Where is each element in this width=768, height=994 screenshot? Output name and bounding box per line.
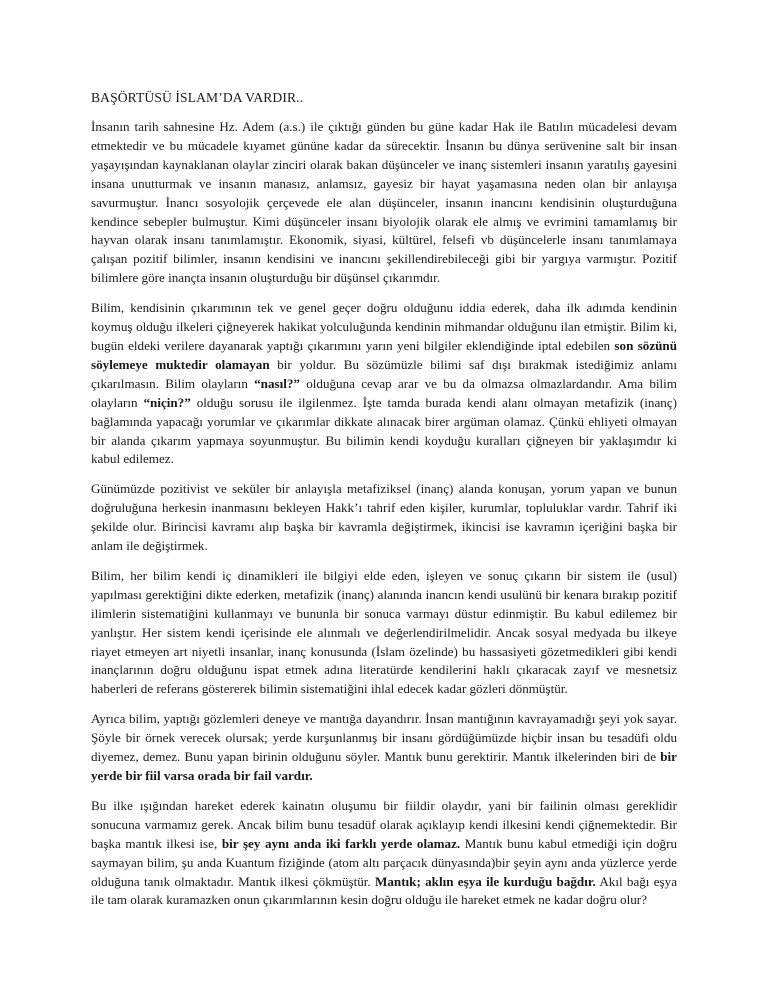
bold-text-run: “nasıl?” <box>254 375 300 391</box>
text-run: bir yoldur. Bu sözümüzle bilimi saf dışı bırakmak istediğimiz anlamı çıkarılmasın. Bilim olayların <box>91 356 677 391</box>
paragraph <box>91 710 677 786</box>
text-run: Bilim, kendisinin çıkarımının tek ve genel geçer doğru olduğunu iddia ederek, daha ilk adımda kendinin koymuş olduğu ilkeleri çiğneyerek hakikat yolculuğunda kendinin mihmandar olduğunu ilan etmiştir. Bilim ki, bugün eldeki verilere dayanarak yaptığı çıkarımını yarın yeni bilgiler eklendiğinde iptal edebilen <box>91 300 677 353</box>
document-page <box>91 88 677 921</box>
text-run: Akıl bağı eşya ile tam olarak kuramazken onun çıkarımlarının kesin doğru olduğu ile hareket etmek ne kadar doğru olur? <box>91 873 678 908</box>
paragraph <box>91 118 677 288</box>
text-run: olduğu sorusu ile ilgilenmez. İşte tamda burada kendi alanı olmayan metafizik (inanç) bağlamında yapacağı yorumlar ve çıkarımlar dikkate alınacak birer argüman olamaz. Çünkü ehliyeti olmayan bir alanda çıkarım yapmaya soyunmuştur. Bu bilimin kendi koyduğu kuralları çiğneyen bir yaklaşımdır ki kabul edilemez. <box>91 394 677 467</box>
bold-text-run: son sözünü söylemeye muktedir olamayan <box>91 337 677 372</box>
bold-text-run: bir şey aynı anda iki farklı yerde olamaz. <box>221 835 461 851</box>
paragraph <box>91 480 677 556</box>
paragraph <box>91 567 677 699</box>
text-run: olduğuna cevap arar ve bu da olmazsa olmazlardandır. Ama bilim olayların <box>91 375 677 410</box>
bold-text-run: “niçin?” <box>143 394 191 410</box>
paragraph <box>91 299 677 469</box>
text-run: Bilim, her bilim kendi iç dinamikleri ile bilgiyi elde eden, işleyen ve sonuç çıkarın bir sistem ile (usul) yapılması gerektiğini dikte ederken, metafizik (inanç) alanında inancın kendi usulünü bir kenara bırakıp pozitif ilimlerin sistematiğini kullanmayı ve bununla bir sonuca varmayı düstur edinmiştir. Bu kabul edilemez bir yanlıştır. Her sistem kendi içerisinde ele alınmalı ve değerlendirilmelidir. Ancak sosyal medyada bu ilkeye riayet etmeyen art niyetli insanlar, inanç konusunda (İslam özelinde) bu hassasiyeti gözetmedikleri gibi kendi inançlarının doğru olduğunu ispat etmek adına literatürde kendilerini haklı çıkaracak zayıf ve mesnetsiz haberleri de referans göstererek bilimin sistematiğini ihlal edecek kadar gözleri dönmüştür. <box>91 567 677 697</box>
text-run: Bu ilke ışığından hareket ederek kainatın oluşumu bir fiildir olaydır, yani bir failinin olması gereklidir sonucuna varmamız gerek. Ancak bilim bunu tesadüf olarak açıklayıp kendi ilkesini kendi çiğnemektedir. Bir başka mantık ilkesi ise, <box>91 797 677 851</box>
text-run: Günümüzde pozitivist ve seküler bir anlayışla metafiziksel (inanç) alanda konuşan, yorum yapan ve bunun doğruluğuna herkesin inanmasını bekleyen Hakk’ı tahrif eden kişiler, kurumlar, topluluklar vardır. Tahrif iki şekilde olur. Birincisi kavramı alıp başka bir kavramla değiştirmek, ikincisi ise kavramın içeriğini başka bir anlam ile değiştirmek. <box>91 481 677 554</box>
bold-text-run: bir yerde bir fiil varsa orada bir fail vardır. <box>91 749 677 783</box>
paragraph <box>91 797 677 910</box>
document-title: BAŞÖRTÜSÜ İSLAM’DA VARDIR.. <box>91 90 304 105</box>
text-run: Ayrıca bilim, yaptığı gözlemleri deneye ve mantığa dayandırır. İnsan mantığının kavrayamadığı şeyi yok sayar. Şöyle bir örnek verecek olursak; yerde kurşunlanmış bir insanı gördüğümüzde hiçbir insan bu tesadüfi oldu diyemez, demez. Bunu yapan birinin olduğunu söyler. Mantık bunu gerektirir. Mantık ilkelerinden biri de <box>91 711 677 765</box>
bold-text-run: Mantık; aklın eşya ile kurduğu bağdır. <box>375 873 596 889</box>
text-run: Mantık bunu kabul etmediği için doğru saymayan bilim, şu anda Kuantum fiziğinde (atom altı parçacık dünyasında)bir şeyin aynı anda yüzlerce yerde olduğuna tanık olmaktadır. Mantık ilkesi çökmüştür. <box>91 835 677 889</box>
text-run: İnsanın tarih sahnesine Hz. Adem (a.s.) ile çıktığı günden bu güne kadar Hak ile Batılın mücadelesi devam etmektedir ve bu mücadele kıyamet gününe kadar da sürecektir. İnsanın bu dünya serüvenine salt bir insan yaşayışından kaynaklanan olaylar zinciri olarak bakan düşünceler ve inanç sistemleri insanın yaratılış gayesini insana unutturmak ve insanın manasız, anlamsız, gayesiz bir hayat yaşamasına neden olan bir anlayışa savurmuştur. İnancı sosyolojik çerçevede ele alan düşünceler, insanın inancını kendisinin oluşturduğuna kendince sebepler bulmuştur. Kimi düşünceler insanı biyolojik olarak ele almış ve evrimini tamamlamış bir hayvan olarak insanı tanımlamıştır. Ekonomik, siyasi, kültürel, felsefi vb düşüncelerle insanı tanımlamaya çalışan pozitif bilimler, insanın kendisini ve inancını şekillendirebileceği gibi bir yargıya varmıştır. Pozitif bilimlere göre inançta insanın oluşturduğu bir düşünsel çıkarımdır. <box>91 119 677 286</box>
